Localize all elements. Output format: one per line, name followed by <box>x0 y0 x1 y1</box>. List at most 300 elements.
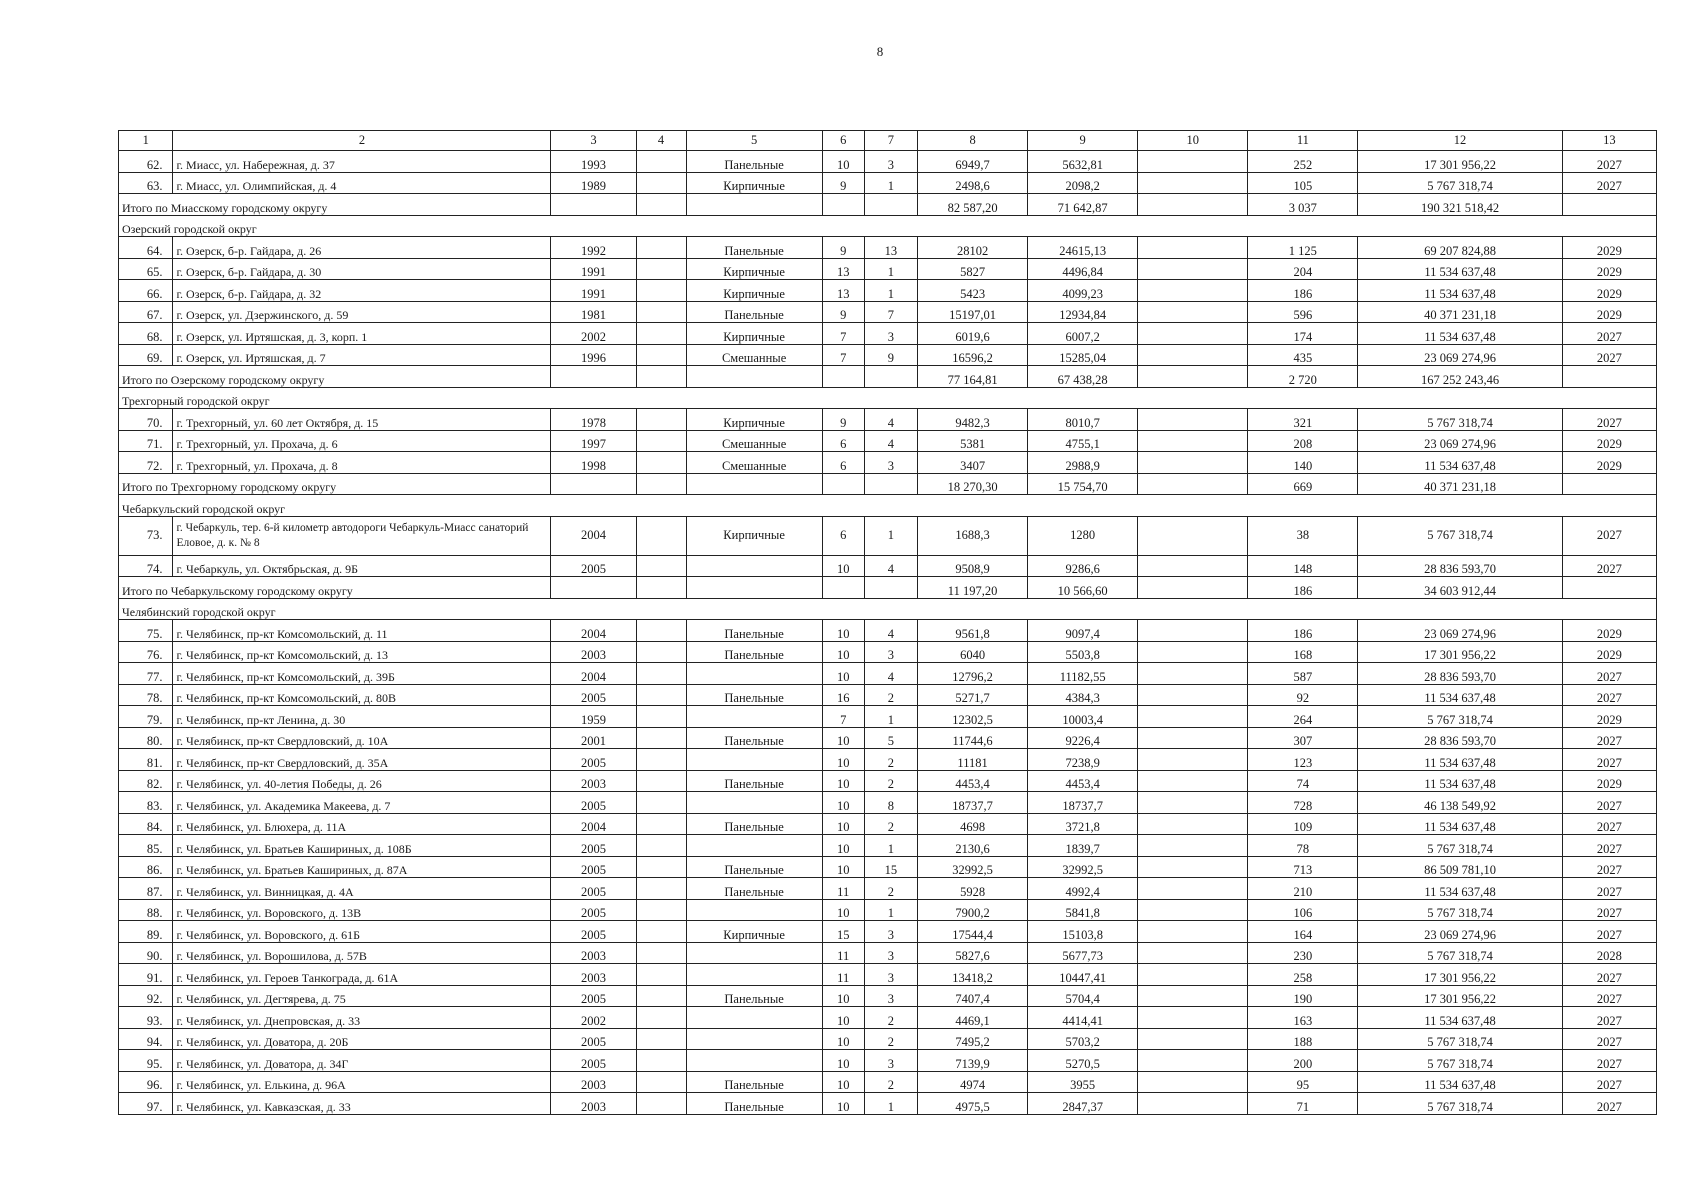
cell-col-3: 1997 <box>551 430 636 452</box>
cell-col-9: 9286,6 <box>1028 555 1138 577</box>
address-cell: г. Трехгорный, ул. Прохача, д. 8 <box>173 452 551 474</box>
table-row <box>119 749 1657 771</box>
cell-col-10 <box>1138 899 1248 921</box>
cell-col-7: 5 <box>864 727 917 749</box>
cell-col-13: 2027 <box>1562 323 1656 345</box>
cell-col-3: 2005 <box>551 835 636 857</box>
row-number-cell: 85. <box>119 835 173 857</box>
cell-col-8: 4975,5 <box>918 1093 1028 1115</box>
cell-col-7: 2 <box>864 813 917 835</box>
total-cell-col-8: 77 164,81 <box>918 366 1028 388</box>
row-number-cell: 64. <box>119 237 173 259</box>
cell-col-7: 1 <box>864 516 917 555</box>
cell-col-7: 2 <box>864 1071 917 1093</box>
cell-col-12: 69 207 824,88 <box>1358 237 1562 259</box>
total-cell-col-11: 2 720 <box>1248 366 1358 388</box>
cell-col-13: 2027 <box>1562 792 1656 814</box>
table-row <box>119 1028 1657 1050</box>
cell-col-12: 11 534 637,48 <box>1358 813 1562 835</box>
cell-col-8: 6949,7 <box>918 151 1028 173</box>
cell-col-3: 2004 <box>551 620 636 642</box>
cell-col-4 <box>636 749 686 771</box>
total-cell-col-9: 15 754,70 <box>1028 473 1138 495</box>
total-cell-col-12: 40 371 231,18 <box>1358 473 1562 495</box>
cell-col-9: 11182,55 <box>1028 663 1138 685</box>
cell-col-10 <box>1138 620 1248 642</box>
cell-col-9: 4496,84 <box>1028 258 1138 280</box>
cell-col-9: 6007,2 <box>1028 323 1138 345</box>
total-cell-col-12: 190 321 518,42 <box>1358 194 1562 216</box>
row-number-cell: 62. <box>119 151 173 173</box>
cell-col-8: 4698 <box>918 813 1028 835</box>
cell-col-3: 2005 <box>551 1050 636 1072</box>
cell-col-12: 28 836 593,70 <box>1358 727 1562 749</box>
cell-col-12: 11 534 637,48 <box>1358 280 1562 302</box>
total-cell-col-10 <box>1138 473 1248 495</box>
cell-col-5: Кирпичные <box>686 280 822 302</box>
table-row <box>119 1093 1657 1115</box>
cell-col-3: 1991 <box>551 258 636 280</box>
cell-col-5: Кирпичные <box>686 172 822 194</box>
cell-col-5: Панельные <box>686 237 822 259</box>
address-cell: г. Челябинск, ул. Воровского, д. 13В <box>173 899 551 921</box>
cell-col-8: 12302,5 <box>918 706 1028 728</box>
cell-col-5: Панельные <box>686 641 822 663</box>
cell-col-10 <box>1138 344 1248 366</box>
cell-col-4 <box>636 835 686 857</box>
cell-col-4 <box>636 323 686 345</box>
cell-col-5: Кирпичные <box>686 258 822 280</box>
total-cell-col-10 <box>1138 194 1248 216</box>
address-cell: г. Челябинск, ул. Академика Макеева, д. 7 <box>173 792 551 814</box>
cell-col-9: 2988,9 <box>1028 452 1138 474</box>
cell-col-13: 2027 <box>1562 409 1656 431</box>
cell-col-6: 15 <box>822 921 864 943</box>
table-row <box>119 727 1657 749</box>
cell-col-13: 2029 <box>1562 452 1656 474</box>
district-total-label: Итого по Чебаркульскому городскому округу <box>119 577 551 599</box>
total-cell-col-12: 167 252 243,46 <box>1358 366 1562 388</box>
address-cell: г. Челябинск, ул. Доватора, д. 34Г <box>173 1050 551 1072</box>
table-row <box>119 813 1657 835</box>
cell-col-5: Кирпичные <box>686 921 822 943</box>
cell-col-5: Панельные <box>686 684 822 706</box>
cell-col-6: 9 <box>822 301 864 323</box>
cell-col-10 <box>1138 430 1248 452</box>
cell-col-8: 4469,1 <box>918 1007 1028 1029</box>
district-total-row <box>119 366 1657 388</box>
cell-col-9: 5704,4 <box>1028 985 1138 1007</box>
cell-col-7: 2 <box>864 878 917 900</box>
cell-col-13: 2029 <box>1562 301 1656 323</box>
cell-col-5 <box>686 663 822 685</box>
cell-col-9: 15103,8 <box>1028 921 1138 943</box>
cell-col-5: Панельные <box>686 770 822 792</box>
address-cell: г. Озерск, б-р. Гайдара, д. 32 <box>173 280 551 302</box>
cell-col-8: 11744,6 <box>918 727 1028 749</box>
table-row <box>119 1007 1657 1029</box>
cell-col-5 <box>686 555 822 577</box>
cell-col-3: 2003 <box>551 1093 636 1115</box>
cell-col-7: 1 <box>864 835 917 857</box>
cell-col-10 <box>1138 942 1248 964</box>
cell-col-9: 32992,5 <box>1028 856 1138 878</box>
cell-col-13: 2027 <box>1562 899 1656 921</box>
row-number-cell: 97. <box>119 1093 173 1115</box>
cell-col-10 <box>1138 1007 1248 1029</box>
address-cell: г. Челябинск, ул. 40-летия Победы, д. 26 <box>173 770 551 792</box>
cell-col-9: 10003,4 <box>1028 706 1138 728</box>
address-cell: г. Челябинск, ул. Дегтярева, д. 75 <box>173 985 551 1007</box>
cell-col-12: 11 534 637,48 <box>1358 749 1562 771</box>
column-header-5: 5 <box>686 131 822 151</box>
total-cell-col-7 <box>864 473 917 495</box>
row-number-cell: 80. <box>119 727 173 749</box>
district-total-row <box>119 194 1657 216</box>
cell-col-12: 5 767 318,74 <box>1358 1050 1562 1072</box>
cell-col-11: 230 <box>1248 942 1358 964</box>
cell-col-7: 7 <box>864 301 917 323</box>
cell-col-6: 7 <box>822 706 864 728</box>
cell-col-9: 4414,41 <box>1028 1007 1138 1029</box>
cell-col-10 <box>1138 452 1248 474</box>
cell-col-11: 188 <box>1248 1028 1358 1050</box>
cell-col-4 <box>636 1050 686 1072</box>
cell-col-8: 11181 <box>918 749 1028 771</box>
cell-col-4 <box>636 792 686 814</box>
address-cell: г. Миасс, ул. Олимпийская, д. 4 <box>173 172 551 194</box>
row-number-cell: 94. <box>119 1028 173 1050</box>
cell-col-5 <box>686 706 822 728</box>
row-number-cell: 95. <box>119 1050 173 1072</box>
total-cell-col-5 <box>686 577 822 599</box>
cell-col-7: 3 <box>864 641 917 663</box>
cell-col-7: 4 <box>864 663 917 685</box>
district-total-label: Итого по Озерскому городскому округу <box>119 366 551 388</box>
column-header-2: 2 <box>173 131 551 151</box>
cell-col-11: 78 <box>1248 835 1358 857</box>
address-cell: г. Челябинск, ул. Днепровская, д. 33 <box>173 1007 551 1029</box>
cell-col-7: 9 <box>864 344 917 366</box>
cell-col-8: 9482,3 <box>918 409 1028 431</box>
cell-col-11: 106 <box>1248 899 1358 921</box>
table-row <box>119 258 1657 280</box>
cell-col-10 <box>1138 301 1248 323</box>
cell-col-4 <box>636 856 686 878</box>
cell-col-3: 2005 <box>551 1028 636 1050</box>
total-cell-col-11: 669 <box>1248 473 1358 495</box>
column-header-11: 11 <box>1248 131 1358 151</box>
cell-col-3: 2004 <box>551 516 636 555</box>
address-cell: г. Озерск, ул. Иртяшская, д. 7 <box>173 344 551 366</box>
row-number-cell: 92. <box>119 985 173 1007</box>
district-group-label: Трехгорный городской округ <box>119 387 1657 409</box>
address-cell: г. Челябинск, пр-кт Комсомольский, д. 13 <box>173 641 551 663</box>
cell-col-10 <box>1138 280 1248 302</box>
address-cell: г. Челябинск, ул. Героев Танкограда, д. 61А <box>173 964 551 986</box>
cell-col-6: 11 <box>822 878 864 900</box>
cell-col-11: 204 <box>1248 258 1358 280</box>
cell-col-6: 16 <box>822 684 864 706</box>
cell-col-12: 86 509 781,10 <box>1358 856 1562 878</box>
cell-col-10 <box>1138 172 1248 194</box>
cell-col-13: 2027 <box>1562 663 1656 685</box>
row-number-cell: 83. <box>119 792 173 814</box>
address-cell: г. Челябинск, ул. Братьев Кашириных, д. 87А <box>173 856 551 878</box>
row-number-cell: 74. <box>119 555 173 577</box>
cell-col-11: 258 <box>1248 964 1358 986</box>
cell-col-4 <box>636 344 686 366</box>
cell-col-3: 2002 <box>551 1007 636 1029</box>
cell-col-7: 3 <box>864 151 917 173</box>
cell-col-10 <box>1138 555 1248 577</box>
address-cell: г. Озерск, ул. Иртяшская, д. 3, корп. 1 <box>173 323 551 345</box>
table-row <box>119 964 1657 986</box>
cell-col-10 <box>1138 409 1248 431</box>
district-group-row <box>119 495 1657 517</box>
cell-col-13: 2029 <box>1562 620 1656 642</box>
cell-col-10 <box>1138 813 1248 835</box>
cell-col-13: 2027 <box>1562 516 1656 555</box>
cell-col-9: 4453,4 <box>1028 770 1138 792</box>
table-row <box>119 792 1657 814</box>
cell-col-3: 2005 <box>551 856 636 878</box>
cell-col-4 <box>636 430 686 452</box>
cell-col-11: 95 <box>1248 1071 1358 1093</box>
cell-col-8: 5827,6 <box>918 942 1028 964</box>
cell-col-6: 9 <box>822 237 864 259</box>
address-cell: г. Челябинск, ул. Ворошилова, д. 57В <box>173 942 551 964</box>
cell-col-4 <box>636 1028 686 1050</box>
cell-col-11: 163 <box>1248 1007 1358 1029</box>
address-cell: г. Челябинск, ул. Кавказская, д. 33 <box>173 1093 551 1115</box>
cell-col-7: 15 <box>864 856 917 878</box>
cell-col-13: 2029 <box>1562 706 1656 728</box>
cell-col-5: Панельные <box>686 878 822 900</box>
row-number-cell: 75. <box>119 620 173 642</box>
cell-col-10 <box>1138 985 1248 1007</box>
cell-col-7: 3 <box>864 323 917 345</box>
cell-col-8: 3407 <box>918 452 1028 474</box>
cell-col-12: 11 534 637,48 <box>1358 684 1562 706</box>
cell-col-7: 1 <box>864 280 917 302</box>
cell-col-7: 3 <box>864 921 917 943</box>
cell-col-5: Смешанные <box>686 430 822 452</box>
table-row <box>119 280 1657 302</box>
row-number-cell: 68. <box>119 323 173 345</box>
cell-col-8: 5827 <box>918 258 1028 280</box>
cell-col-9: 9226,4 <box>1028 727 1138 749</box>
address-cell: г. Чебаркуль, ул. Октябрьская, д. 9Б <box>173 555 551 577</box>
cell-col-10 <box>1138 1050 1248 1072</box>
cell-col-5: Панельные <box>686 856 822 878</box>
cell-col-13: 2027 <box>1562 1093 1656 1115</box>
cell-col-5: Панельные <box>686 1071 822 1093</box>
cell-col-9: 4384,3 <box>1028 684 1138 706</box>
cell-col-3: 2003 <box>551 641 636 663</box>
row-number-cell: 69. <box>119 344 173 366</box>
cell-col-8: 17544,4 <box>918 921 1028 943</box>
cell-col-11: 140 <box>1248 452 1358 474</box>
cell-col-4 <box>636 985 686 1007</box>
cell-col-4 <box>636 172 686 194</box>
cell-col-7: 1 <box>864 172 917 194</box>
cell-col-10 <box>1138 258 1248 280</box>
cell-col-10 <box>1138 921 1248 943</box>
cell-col-6: 13 <box>822 258 864 280</box>
address-cell: г. Челябинск, ул. Блюхера, д. 11А <box>173 813 551 835</box>
cell-col-13: 2027 <box>1562 921 1656 943</box>
cell-col-6: 11 <box>822 964 864 986</box>
cell-col-10 <box>1138 641 1248 663</box>
cell-col-8: 6019,6 <box>918 323 1028 345</box>
cell-col-4 <box>636 409 686 431</box>
cell-col-9: 5632,81 <box>1028 151 1138 173</box>
cell-col-9: 5841,8 <box>1028 899 1138 921</box>
cell-col-6: 6 <box>822 430 864 452</box>
cell-col-6: 10 <box>822 899 864 921</box>
total-cell-col-4 <box>636 577 686 599</box>
cell-col-5: Панельные <box>686 620 822 642</box>
table-row <box>119 452 1657 474</box>
cell-col-9: 4755,1 <box>1028 430 1138 452</box>
district-total-label: Итого по Трехгорному городскому округу <box>119 473 551 495</box>
cell-col-11: 208 <box>1248 430 1358 452</box>
row-number-cell: 88. <box>119 899 173 921</box>
cell-col-9: 9097,4 <box>1028 620 1138 642</box>
address-cell: г. Челябинск, пр-кт Свердловский, д. 10А <box>173 727 551 749</box>
cell-col-8: 4453,4 <box>918 770 1028 792</box>
cell-col-6: 10 <box>822 663 864 685</box>
cell-col-3: 1959 <box>551 706 636 728</box>
address-cell: г. Озерск, ул. Дзержинского, д. 59 <box>173 301 551 323</box>
cell-col-11: 186 <box>1248 280 1358 302</box>
cell-col-11: 307 <box>1248 727 1358 749</box>
cell-col-11: 92 <box>1248 684 1358 706</box>
table-row <box>119 663 1657 685</box>
cell-col-9: 1280 <box>1028 516 1138 555</box>
table-row <box>119 706 1657 728</box>
cell-col-11: 168 <box>1248 641 1358 663</box>
row-number-cell: 76. <box>119 641 173 663</box>
cell-col-8: 5271,7 <box>918 684 1028 706</box>
column-header-12: 12 <box>1358 131 1562 151</box>
table-row <box>119 430 1657 452</box>
cell-col-8: 9561,8 <box>918 620 1028 642</box>
cell-col-6: 10 <box>822 985 864 1007</box>
cell-col-12: 5 767 318,74 <box>1358 409 1562 431</box>
total-cell-col-3 <box>551 473 636 495</box>
total-cell-col-13 <box>1562 366 1656 388</box>
cell-col-3: 2004 <box>551 813 636 835</box>
cell-col-5: Панельные <box>686 813 822 835</box>
cell-col-13: 2027 <box>1562 172 1656 194</box>
cell-col-6: 6 <box>822 452 864 474</box>
cell-col-5 <box>686 1028 822 1050</box>
table-row <box>119 516 1657 555</box>
cell-col-10 <box>1138 727 1248 749</box>
cell-col-12: 5 767 318,74 <box>1358 172 1562 194</box>
total-cell-col-5 <box>686 473 822 495</box>
total-cell-col-8: 82 587,20 <box>918 194 1028 216</box>
table-row <box>119 684 1657 706</box>
cell-col-6: 11 <box>822 942 864 964</box>
cell-col-11: 174 <box>1248 323 1358 345</box>
cell-col-12: 11 534 637,48 <box>1358 258 1562 280</box>
cell-col-8: 7900,2 <box>918 899 1028 921</box>
table-row <box>119 301 1657 323</box>
cell-col-7: 8 <box>864 792 917 814</box>
cell-col-13: 2027 <box>1562 1050 1656 1072</box>
cell-col-5 <box>686 942 822 964</box>
cell-col-8: 18737,7 <box>918 792 1028 814</box>
total-cell-col-13 <box>1562 194 1656 216</box>
cell-col-5 <box>686 749 822 771</box>
row-number-cell: 87. <box>119 878 173 900</box>
cell-col-6: 10 <box>822 813 864 835</box>
cell-col-11: 321 <box>1248 409 1358 431</box>
cell-col-11: 109 <box>1248 813 1358 835</box>
address-cell: г. Челябинск, пр-кт Ленина, д. 30 <box>173 706 551 728</box>
address-cell: г. Трехгорный, ул. Прохача, д. 6 <box>173 430 551 452</box>
cell-col-7: 2 <box>864 1028 917 1050</box>
row-number-cell: 90. <box>119 942 173 964</box>
cell-col-4 <box>636 921 686 943</box>
cell-col-9: 5677,73 <box>1028 942 1138 964</box>
cell-col-5 <box>686 899 822 921</box>
cell-col-4 <box>636 555 686 577</box>
district-total-row <box>119 577 1657 599</box>
cell-col-6: 13 <box>822 280 864 302</box>
district-group-label: Челябинский городской округ <box>119 598 1657 620</box>
cell-col-9: 3721,8 <box>1028 813 1138 835</box>
table-row <box>119 151 1657 173</box>
cell-col-12: 11 534 637,48 <box>1358 323 1562 345</box>
cell-col-13: 2029 <box>1562 280 1656 302</box>
cell-col-12: 11 534 637,48 <box>1358 1071 1562 1093</box>
total-cell-col-11: 3 037 <box>1248 194 1358 216</box>
cell-col-3: 1992 <box>551 237 636 259</box>
cell-col-13: 2027 <box>1562 555 1656 577</box>
cell-col-4 <box>636 663 686 685</box>
total-cell-col-4 <box>636 366 686 388</box>
cell-col-7: 1 <box>864 706 917 728</box>
cell-col-13: 2027 <box>1562 727 1656 749</box>
cell-col-7: 2 <box>864 1007 917 1029</box>
cell-col-8: 32992,5 <box>918 856 1028 878</box>
cell-col-11: 252 <box>1248 151 1358 173</box>
cell-col-11: 596 <box>1248 301 1358 323</box>
cell-col-7: 4 <box>864 620 917 642</box>
cell-col-6: 10 <box>822 856 864 878</box>
cell-col-4 <box>636 1071 686 1093</box>
cell-col-5: Смешанные <box>686 344 822 366</box>
row-number-cell: 84. <box>119 813 173 835</box>
cell-col-12: 5 767 318,74 <box>1358 942 1562 964</box>
district-group-row <box>119 598 1657 620</box>
cell-col-9: 12934,84 <box>1028 301 1138 323</box>
cell-col-12: 5 767 318,74 <box>1358 1093 1562 1115</box>
district-group-row <box>119 215 1657 237</box>
column-header-8: 8 <box>918 131 1028 151</box>
cell-col-3: 2005 <box>551 792 636 814</box>
cell-col-5: Кирпичные <box>686 409 822 431</box>
cell-col-13: 2027 <box>1562 813 1656 835</box>
cell-col-10 <box>1138 792 1248 814</box>
table-row <box>119 237 1657 259</box>
total-cell-col-10 <box>1138 366 1248 388</box>
address-cell: г. Челябинск, ул. Винницкая, д. 4А <box>173 878 551 900</box>
